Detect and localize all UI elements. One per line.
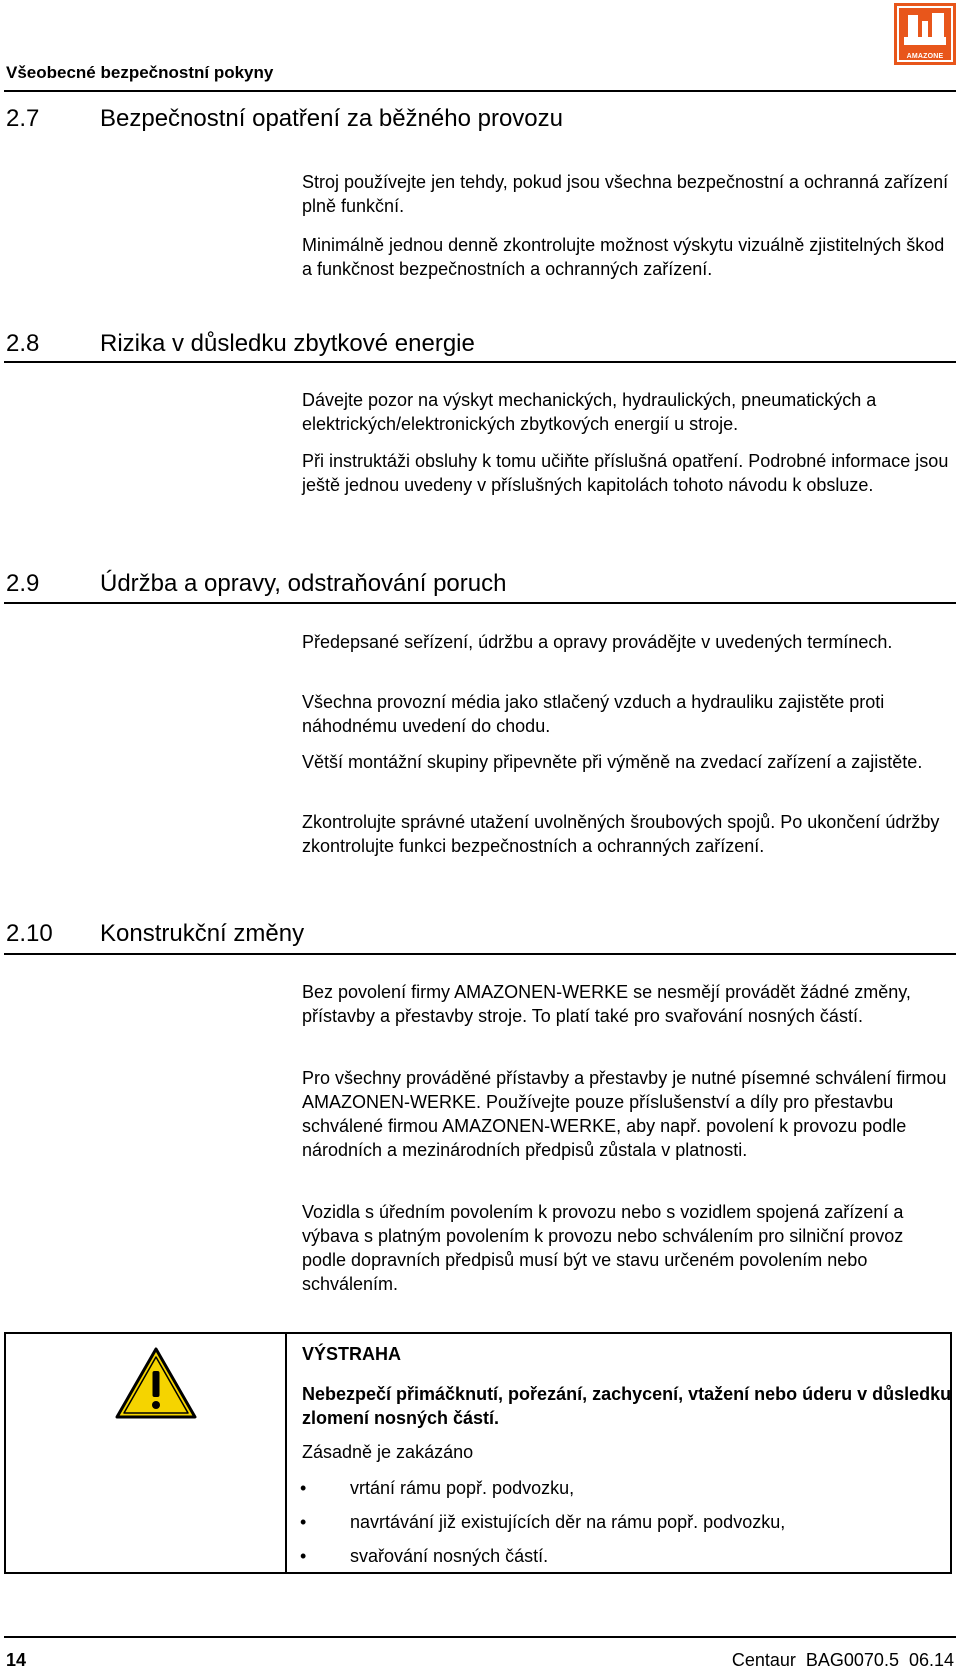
bullet-icon: • (300, 1512, 307, 1532)
paragraph: Stroj používejte jen tehdy, pokud jsou všechna bezpečnostní a ochranná zařízení plně funkční. (302, 172, 949, 216)
warning-separator (285, 1332, 287, 1574)
warning-triangle-icon (113, 1345, 199, 1426)
section-number: 2.10 (6, 920, 53, 947)
list-item: svařování nosných částí. (350, 1546, 549, 1566)
section-rule (4, 953, 956, 955)
section-rule (4, 602, 956, 604)
paragraph: Všechna provozní média jako stlačený vzduch a hydrauliku zajistěte proti náhodnému uvedení do chodu. (302, 692, 885, 736)
logo-wordmark: AMAZONE (906, 53, 944, 60)
paragraph: Vozidla s úředním povolením k provozu nebo s vozidlem spojená zařízení a výbava s platným povolením k provozu nebo schválením pro silniční provoz podle dopravních předpisů musí být ve stavu určeném povolením nebo schválením. (302, 1202, 904, 1294)
bullet-icon: • (300, 1546, 307, 1566)
amazone-logo (894, 3, 956, 65)
document-reference: Centaur BAG0070.5 06.14 (731, 1650, 954, 1670)
warning-title: VÝSTRAHA (302, 1344, 402, 1364)
section-number: 2.8 (6, 330, 40, 357)
warning-intro: Zásadně je zakázáno (302, 1442, 474, 1462)
paragraph: Při instruktáži obsluhy k tomu učiňte příslušná opatření. Podrobné informace jsou ještě jednou uvedeny v příslušných kapitolách tohoto návodu k obsluze. (302, 451, 949, 495)
section-title: Rizika v důsledku zbytkové energie (100, 330, 475, 357)
paragraph: Minimálně jednou denně zkontrolujte možnost výskytu vizuálně zjistitelných škod a funkčnost bezpečnostních a ochranných zařízení. (302, 235, 945, 279)
list-item: vrtání rámu popř. podvozku, (350, 1478, 575, 1498)
list-item: navrtávání již existujících děr na rámu popř. podvozku, (350, 1512, 786, 1532)
paragraph: Předepsané seřízení, údržbu a opravy provádějte v uvedených termínech. (302, 632, 893, 652)
section-title: Konstrukční změny (100, 920, 305, 947)
section-title: Údržba a opravy, odstraňování poruch (100, 570, 507, 597)
section-number: 2.9 (6, 570, 40, 597)
paragraph: Bez povolení firmy AMAZONEN-WERKE se nesmějí provádět žádné změny, přístavby a přestavby stroje. To platí také pro svařování nosných částí. (302, 982, 911, 1026)
header-title: Všeobecné bezpečnostní pokyny (6, 63, 274, 82)
section-rule (4, 361, 956, 363)
header-rule (4, 90, 956, 92)
paragraph: Zkontrolujte správné utažení uvolněných šroubových spojů. Po ukončení údržby zkontrolujte funkci bezpečnostních a ochranných zařízení. (302, 812, 940, 856)
warning-hazard-text: Nebezpečí přimáčknutí, pořezání, zachycení, vtažení nebo úderu v důsledku zlomení nosných částí. (302, 1384, 952, 1428)
paragraph: Větší montážní skupiny připevněte při výměně na zvedací zařízení a zajistěte. (302, 752, 923, 772)
paragraph: Dávejte pozor na výskyt mechanických, hydraulických, pneumatických a elektrických/elektronických zbytkových energií u stroje. (302, 390, 877, 434)
paragraph: Pro všechny prováděné přístavby a přestavby je nutné písemné schválení firmou AMAZONEN-WERKE. Používejte pouze příslušenství a díly pro přestavbu schválené firmou AMAZONEN-WERKE, aby např. povolení k provozu podle národních a mezinárodních předpisů zůstala v platnosti. (302, 1068, 947, 1160)
section-number: 2.7 (6, 105, 40, 132)
bullet-icon: • (300, 1478, 307, 1498)
page-number: 14 (6, 1650, 27, 1670)
section-title: Bezpečnostní opatření za běžného provozu (100, 105, 563, 132)
footer-rule (4, 1636, 956, 1638)
